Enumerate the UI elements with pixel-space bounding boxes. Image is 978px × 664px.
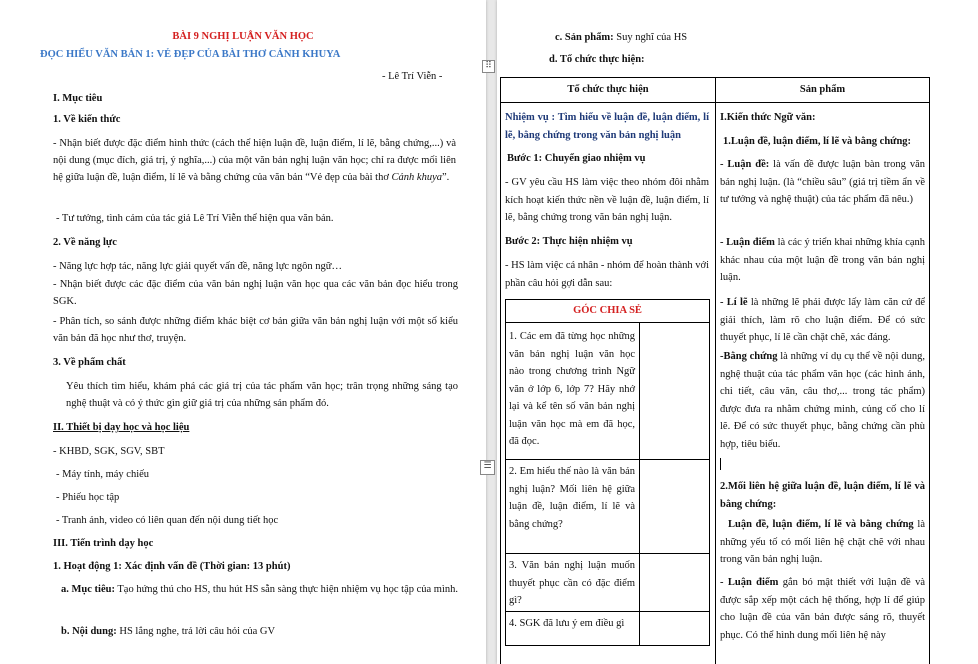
inner-table-top <box>505 299 710 300</box>
document-page-right <box>497 0 978 664</box>
inner-row-line-3 <box>505 611 710 612</box>
competence-point-3: - Phân tích, so sánh được những điểm khác biệt cơ bản giữa văn bản nghị luận với một số kiểu văn bản đã học như thơ, truyện. <box>53 316 458 344</box>
knowledge-point-2: - Tư tưởng, tình cảm của tác giả Lê Trí Viễn thể hiện qua văn bản. <box>56 213 334 224</box>
step-1-text: - GV yêu cầu HS làm việc theo nhóm đôi nhằm kích hoạt kiến thức nền về luận đề, luận điểm, lí lẽ, bằng chứng trong văn bản nghị luận. <box>505 177 709 223</box>
evidence-definition: -Bằng chứng là những ví dụ cụ thể về nội dung, nghệ thuật của tác phẩm văn học (các hình ảnh, chi tiết, câu văn, câu thơ,... trong tác phẩm) được đưa ra nhằm chứng minh, củng cố cho lí lẽ. Để có sức thuyết phục, bằng chứng cần phù hợp, tiêu biểu. <box>720 351 925 450</box>
column-header-product: Sản phẩm <box>799 84 846 95</box>
heading-objectives: I. Mục tiêu <box>53 93 103 104</box>
table-border-right <box>929 77 930 664</box>
share-question-3: 3. Văn bản nghị luận muốn thuyết phục cần có đặc điểm gì? <box>509 560 635 606</box>
product-line: c. Sản phẩm: Suy nghĩ của HS <box>555 32 688 43</box>
step-2-text: - HS làm việc cá nhân - nhóm để hoàn thành với phần câu hỏi gợi dẫn sau: <box>505 260 709 289</box>
knowledge-point-1: - Nhận biết được đặc điểm hình thức (cách thể hiện luận đề, luận điểm, lí lẽ, bằng chứng,...) và nội dung (mục đích, giá trị, ý nghĩa,...) của một văn bản nghị luận văn học; chỉ ra được mối liên hệ giữa luận đề, luận điểm, lí lẽ và bằng chứng của văn bản “Vẻ đẹp của bài thơ Cảnh khuya”. <box>53 138 456 183</box>
document-page-left <box>0 0 486 664</box>
heading-equipment: II. Thiết bị dạy học và học liệu <box>53 422 190 433</box>
lesson-title: BÀI 9 NGHỊ LUẬN VĂN HỌC <box>172 31 314 42</box>
task-description: Nhiệm vụ : Tìm hiểu về luận đề, luận điểm, lí lẽ, bằng chứng trong văn bản nghị luận <box>505 112 709 141</box>
equipment-item-1: - KHBD, SGK, SGV, SBT <box>53 446 165 457</box>
reading-subtitle: ĐỌC HIỂU VĂN BẢN 1: VẺ ĐẸP CỦA BÀI THƠ CẢNH KHUYA <box>40 49 341 60</box>
product-knowledge-heading: I.Kiến thức Ngữ văn: <box>720 112 816 123</box>
reason-definition: - Lí lẽ là những lẽ phải được lấy làm căn cứ để giải thích, làm rõ cho luận điểm. Để có sức thuyết phục, lí lẽ cần chặt chẽ, xác đáng. <box>720 297 926 343</box>
share-question-2: 2. Em hiểu thế nào là văn bản nghị luận? Mối liên hệ giữa luận đề, luận điểm, lí lẽ và bằng chứng? <box>509 466 635 530</box>
competence-point-1: - Năng lực hợp tác, năng lực giải quyết vấn đề, năng lực ngôn ngữ… <box>53 261 342 272</box>
author-line: - Lê Trí Viễn - <box>382 71 443 82</box>
implementation-heading: d. Tổ chức thực hiện: <box>549 54 645 65</box>
heading-competence: 2. Về năng lực <box>53 237 117 248</box>
thesis-definition: - Luận đề: là vấn đề được luận bàn trong văn bản nghị luận. (là “chiều sâu” (giá trị tiềm ẩn về tư tưởng và nghệ thuật) của tác phẩm đã nêu.) <box>720 159 925 205</box>
step-2-heading: Bước 2: Thực hiện nhiệm vụ <box>505 236 633 247</box>
argument-definition: - Luận điểm là các ý triển khai những khía cạnh khác nhau của một luận đề trong văn bản nghị luận. <box>720 237 926 283</box>
inner-row-line-2 <box>505 553 710 554</box>
inner-table-bottom <box>505 645 710 646</box>
activity-1-heading: 1. Hoạt động 1: Xác định vấn đề (Thời gian: 13 phút) <box>53 561 291 572</box>
layout-options-icon[interactable]: ⠿ <box>482 60 495 73</box>
relationship-argument-text: - Luận điểm gắn bó mật thiết với luận đề và được sắp xếp một cách hệ thống, hợp lí để giúp cho luận đề của văn bản được sáng rõ, thuyết phục. Có thể hình dung mối liên hệ này <box>720 577 926 641</box>
product-section-2-heading: 2.Mối liên hệ giữa luận đề, luận điểm, lí lẽ và bằng chứng: <box>720 481 925 510</box>
activity-goal: a. Mục tiêu: Tạo hứng thú cho HS, thu hút HS sẵn sàng thực hiện nhiệm vụ học tập của mình. <box>61 584 459 595</box>
table-border-left <box>500 77 501 664</box>
share-question-1: 1. Các em đã từng học những văn bản nghị luận văn học nào trong chương trình Ngữ văn ở lớp 6, lớp 7? Hãy nhớ lại và kể tên số văn bản nghị luận văn học mà em đã học, đã đọc. <box>509 331 635 447</box>
inner-table-right <box>709 299 710 646</box>
heading-qualities: 3. Về phẩm chất <box>53 357 126 368</box>
text-cursor <box>720 458 721 470</box>
column-header-organization: Tổ chức thực hiện <box>567 84 649 95</box>
heading-process: III. Tiến trình dạy học <box>53 538 154 549</box>
equipment-item-3: - Phiếu học tập <box>56 492 120 503</box>
inner-row-line-1 <box>505 459 710 460</box>
step-1-heading: Bước 1: Chuyển giao nhiệm vụ <box>507 153 646 164</box>
product-section-1-heading: 1.Luận đề, luận điểm, lí lẽ và bằng chứng: <box>723 136 912 147</box>
share-question-4: 4. SGK đã lưu ý em điều gì <box>509 618 625 629</box>
table-border-middle <box>715 77 716 664</box>
competence-point-2: - Nhận biết được các đặc điểm của văn bản nghị luận văn học qua các văn bản đọc hiểu trong SGK. <box>53 279 458 307</box>
qualities-text: Yêu thích tìm hiểu, khám phá các giá trị của tác phẩm văn học; trân trọng những sáng tạo nghệ thuật và có ý thức gìn giữ giá trị của những sản phẩm đó. <box>66 381 458 409</box>
relationship-text: Luận đề, luận điểm, lí lẽ và bằng chứng là những yếu tố có mối liên hệ chặt chẽ với nhau trong văn bản nghị luận. <box>720 519 925 565</box>
equipment-item-4: - Tranh ảnh, video có liên quan đến nội dung tiết học <box>56 515 279 526</box>
heading-knowledge: 1. Về kiến thức <box>53 114 121 125</box>
inner-table-divider <box>639 322 640 646</box>
equipment-item-2: - Máy tính, máy chiếu <box>56 469 150 480</box>
inner-table-left <box>505 299 506 646</box>
share-corner-title: GÓC CHIA SẺ <box>573 305 642 316</box>
table-move-icon[interactable]: ☰ <box>480 460 495 475</box>
inner-table-header-line <box>505 322 710 323</box>
activity-content: b. Nội dung: HS lắng nghe, trả lời câu hỏi của GV <box>61 626 276 637</box>
